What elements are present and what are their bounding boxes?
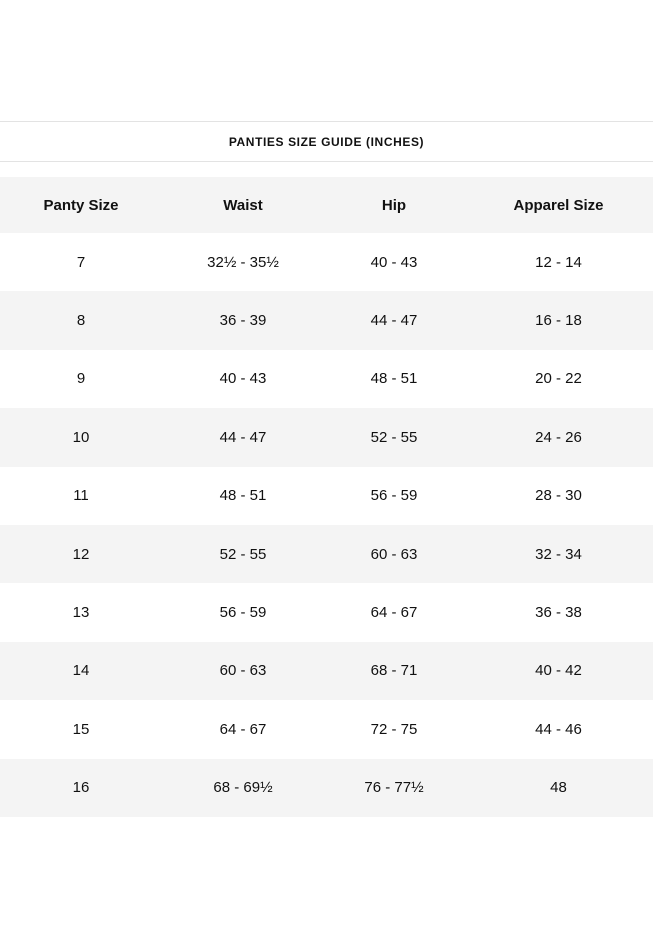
cell-hip: 68 - 71 (370, 662, 418, 680)
cell-hip: 40 - 43 (370, 253, 418, 271)
table-row (0, 467, 653, 525)
size-guide-title: PANTIES SIZE GUIDE (INCHES) (228, 134, 425, 149)
column-header-hip: Hip (381, 196, 407, 214)
cell-waist: 44 - 47 (219, 428, 267, 446)
cell-waist: 32½ - 35½ (207, 253, 279, 271)
size-guide-table (0, 177, 653, 817)
table-row (0, 350, 653, 408)
cell-apparel-size: 20 - 22 (535, 370, 582, 388)
cell-panty-size: 16 (72, 779, 90, 797)
cell-panty-size: 8 (76, 312, 86, 330)
cell-apparel-size: 16 - 18 (535, 312, 582, 330)
column-header-panty-size: Panty Size (43, 196, 119, 214)
header-row (0, 177, 653, 233)
table-row (0, 525, 653, 583)
cell-panty-size: 12 (72, 545, 90, 563)
cell-waist: 60 - 63 (219, 662, 267, 680)
cell-hip: 76 - 77½ (364, 779, 424, 797)
table-row (0, 233, 653, 291)
cell-hip: 64 - 67 (370, 604, 418, 622)
cell-apparel-size: 24 - 26 (535, 428, 582, 446)
table-row (0, 759, 653, 817)
cell-waist: 64 - 67 (219, 720, 267, 738)
table-row (0, 642, 653, 700)
cell-hip: 44 - 47 (370, 312, 418, 330)
cell-panty-size: 10 (72, 428, 90, 446)
cell-hip: 52 - 55 (370, 428, 418, 446)
table-row (0, 583, 653, 641)
cell-waist: 40 - 43 (219, 370, 267, 388)
cell-hip: 72 - 75 (370, 720, 418, 738)
cell-apparel-size: 36 - 38 (535, 604, 582, 622)
column-header-apparel-size: Apparel Size (513, 196, 604, 214)
cell-panty-size: 11 (73, 487, 89, 505)
cell-waist: 48 - 51 (219, 487, 267, 505)
table-row (0, 408, 653, 466)
column-header-waist: Waist (223, 196, 263, 214)
title-band (0, 122, 653, 161)
cell-panty-size: 14 (72, 662, 90, 680)
cell-hip: 56 - 59 (370, 487, 418, 505)
cell-waist: 56 - 59 (219, 604, 267, 622)
cell-apparel-size: 12 - 14 (535, 253, 582, 271)
cell-apparel-size: 44 - 46 (535, 720, 582, 738)
table-row (0, 291, 653, 349)
cell-apparel-size: 32 - 34 (535, 545, 582, 563)
cell-hip: 60 - 63 (370, 545, 418, 563)
cell-waist: 68 - 69½ (213, 779, 273, 797)
cell-apparel-size: 40 - 42 (535, 662, 582, 680)
cell-hip: 48 - 51 (370, 370, 418, 388)
cell-apparel-size: 48 (550, 779, 567, 797)
cell-panty-size: 13 (72, 604, 90, 622)
cell-panty-size: 7 (76, 253, 86, 271)
table-row (0, 700, 653, 758)
cell-apparel-size: 28 - 30 (535, 487, 582, 505)
cell-panty-size: 9 (76, 370, 86, 388)
cell-waist: 52 - 55 (219, 545, 267, 563)
top-whitespace (0, 0, 653, 121)
title-bottom-divider (0, 161, 653, 162)
cell-panty-size: 15 (72, 720, 90, 738)
cell-waist: 36 - 39 (219, 312, 267, 330)
